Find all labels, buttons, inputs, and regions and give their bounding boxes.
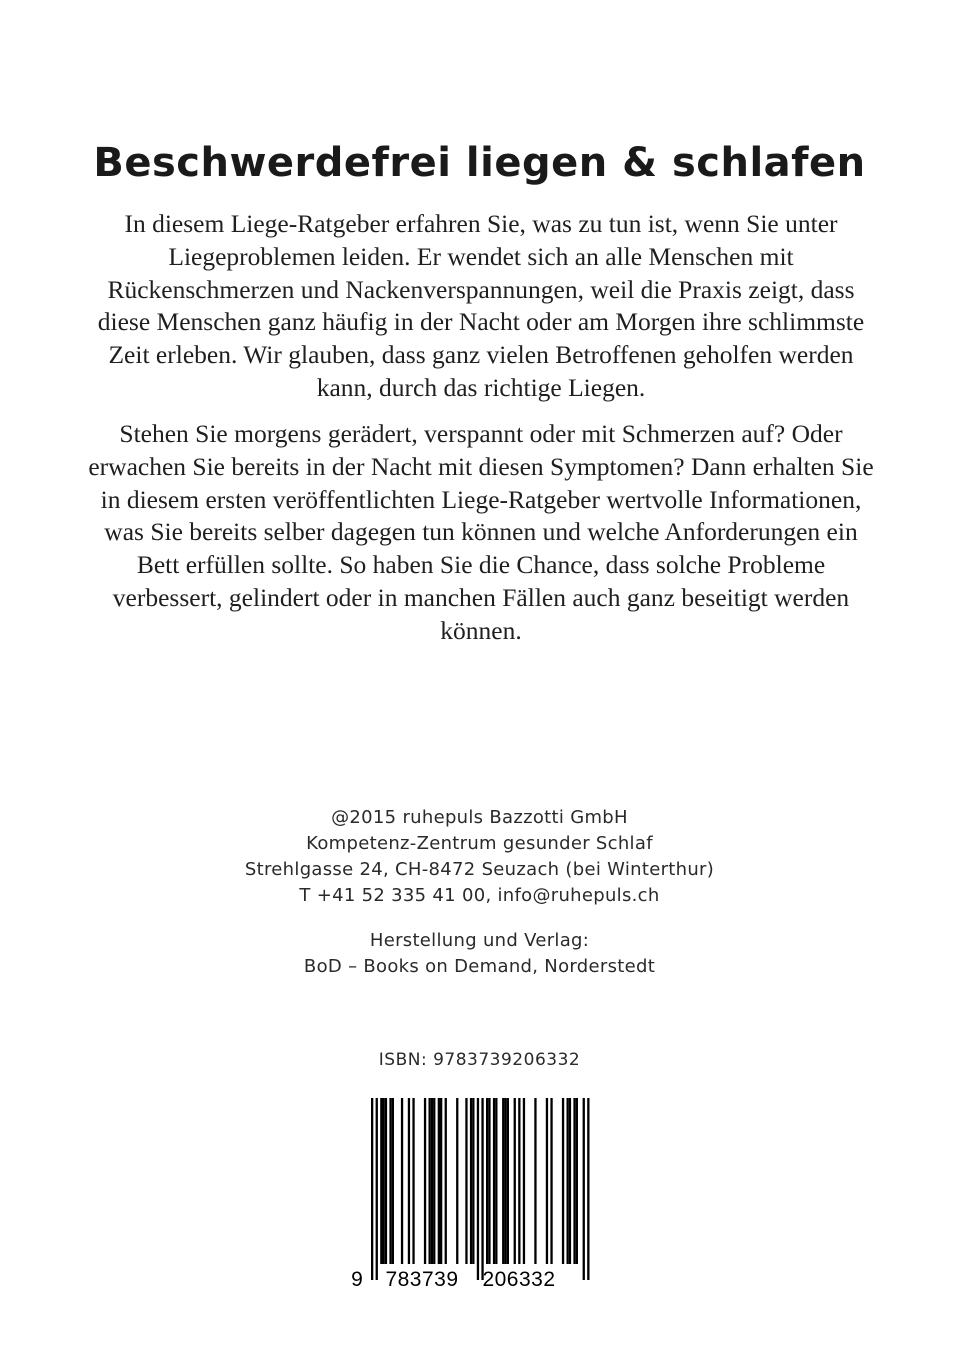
barcode-bar xyxy=(456,1098,458,1264)
barcode-bar xyxy=(504,1098,506,1264)
barcode-guard-bar xyxy=(481,1098,483,1280)
barcode-bar xyxy=(576,1098,578,1264)
book-title: Beschwerdefrei liegen & schlafen xyxy=(93,140,866,186)
text-line: In diesem Liege-Ratgeber erfahren Sie, was zu tun ist, wenn Sie unter xyxy=(124,209,838,238)
barcode-bar xyxy=(507,1098,509,1264)
barcode-bar xyxy=(408,1098,410,1264)
barcode-bar xyxy=(465,1098,467,1264)
imprint-line: Kompetenz-Zentrum gesunder Schlaf xyxy=(306,833,653,854)
barcode-bar xyxy=(433,1098,435,1264)
barcode-guard-bar xyxy=(477,1098,479,1280)
barcode-bar xyxy=(534,1098,536,1264)
barcode-bar xyxy=(440,1098,442,1264)
text-line: können. xyxy=(440,615,522,645)
barcode-bar xyxy=(438,1098,440,1264)
isbn-label: ISBN: 9783739206332 xyxy=(378,1050,581,1070)
text-line: Bett erfüllen sollte. So haben Sie die Chance, dass solche Probleme xyxy=(136,550,826,580)
barcode-graphic xyxy=(348,1098,592,1294)
barcode-bar xyxy=(518,1098,520,1264)
barcode-bar xyxy=(392,1098,394,1264)
barcode-bar xyxy=(514,1098,516,1264)
production-imprint xyxy=(0,928,959,980)
imprint-line: Strehlgasse 24, CH-8472 Seuzach (bei Winterthur) xyxy=(244,859,715,880)
barcode-bar xyxy=(567,1098,569,1264)
barcode-right-digits: 206332 xyxy=(482,1268,556,1291)
barcode-bar xyxy=(385,1098,387,1264)
barcode-bar xyxy=(495,1098,497,1264)
text-line: in diesem ersten veröffentlichten Liege-Ratgeber wertvolle Informationen, xyxy=(100,484,862,514)
barcode-bar xyxy=(429,1098,431,1264)
description-paragraph-2 xyxy=(66,418,896,648)
barcode-bar xyxy=(573,1098,575,1264)
publisher-imprint xyxy=(0,805,959,909)
text-line: Stehen Sie morgens gerädert, verspannt oder mit Schmerzen auf? Oder xyxy=(119,419,843,448)
text-line: erwachen Sie bereits in der Nacht mit diesen Symptomen? Dann erhalten Sie xyxy=(88,451,874,481)
imprint-line: BoD – Books on Demand, Norderstedt xyxy=(303,956,656,977)
barcode-bar xyxy=(502,1098,504,1264)
barcode-bar xyxy=(488,1098,490,1264)
barcode-bar xyxy=(380,1098,382,1264)
barcode-bar xyxy=(523,1098,525,1264)
text-line: was Sie bereits selber dagegen tun können und welche Anforderungen ein xyxy=(104,517,858,547)
text-line: Zeit erleben. Wir glauben, dass ganz vielen Betroffenen geholfen werden xyxy=(108,340,854,370)
barcode-left-digits: 783739 xyxy=(385,1268,459,1291)
barcode-bar xyxy=(383,1098,385,1264)
barcode-bar xyxy=(493,1098,495,1264)
barcode-bar xyxy=(445,1098,447,1264)
barcode-bar xyxy=(401,1098,403,1264)
barcode-bar xyxy=(424,1098,426,1264)
imprint-line: T +41 52 335 41 00, info@ruhepuls.ch xyxy=(299,885,660,906)
barcode-guard-bar xyxy=(587,1098,589,1280)
barcode-first-digit: 9 xyxy=(351,1268,363,1291)
barcode-bar xyxy=(550,1098,552,1264)
barcode-bar xyxy=(389,1098,391,1264)
barcode-bar xyxy=(472,1098,474,1264)
barcode-guard-bar xyxy=(583,1098,585,1280)
description-paragraph-1 xyxy=(66,208,896,405)
barcode-bar xyxy=(562,1098,564,1264)
text-line: Liegeproblemen leiden. Er wendet sich an alle Menschen mit xyxy=(168,241,794,271)
text-line: Rückenschmerzen und Nackenverspannungen, weil die Praxis zeigt, dass xyxy=(107,274,855,304)
text-line: diese Menschen ganz häufig in der Nacht oder am Morgen ihre schlimmste xyxy=(97,307,865,337)
barcode-bar xyxy=(470,1098,472,1264)
text-line: kann, durch das richtige Liegen. xyxy=(316,372,646,402)
barcode-bar xyxy=(546,1098,548,1264)
barcode-bar xyxy=(486,1098,488,1264)
barcode-bar xyxy=(569,1098,571,1264)
barcode-guard-bar xyxy=(376,1098,378,1280)
imprint-line: @2015 ruhepuls Bazzotti GmbH xyxy=(331,807,628,828)
barcode-guard-bar xyxy=(371,1098,373,1280)
imprint-line: Herstellung und Verlag: xyxy=(369,930,590,951)
barcode-bar xyxy=(431,1098,433,1264)
isbn-barcode xyxy=(348,1098,592,1294)
barcode-bar xyxy=(412,1098,414,1264)
text-line: verbessert, gelindert oder in manchen Fällen auch ganz beseitigt werden xyxy=(112,582,850,612)
